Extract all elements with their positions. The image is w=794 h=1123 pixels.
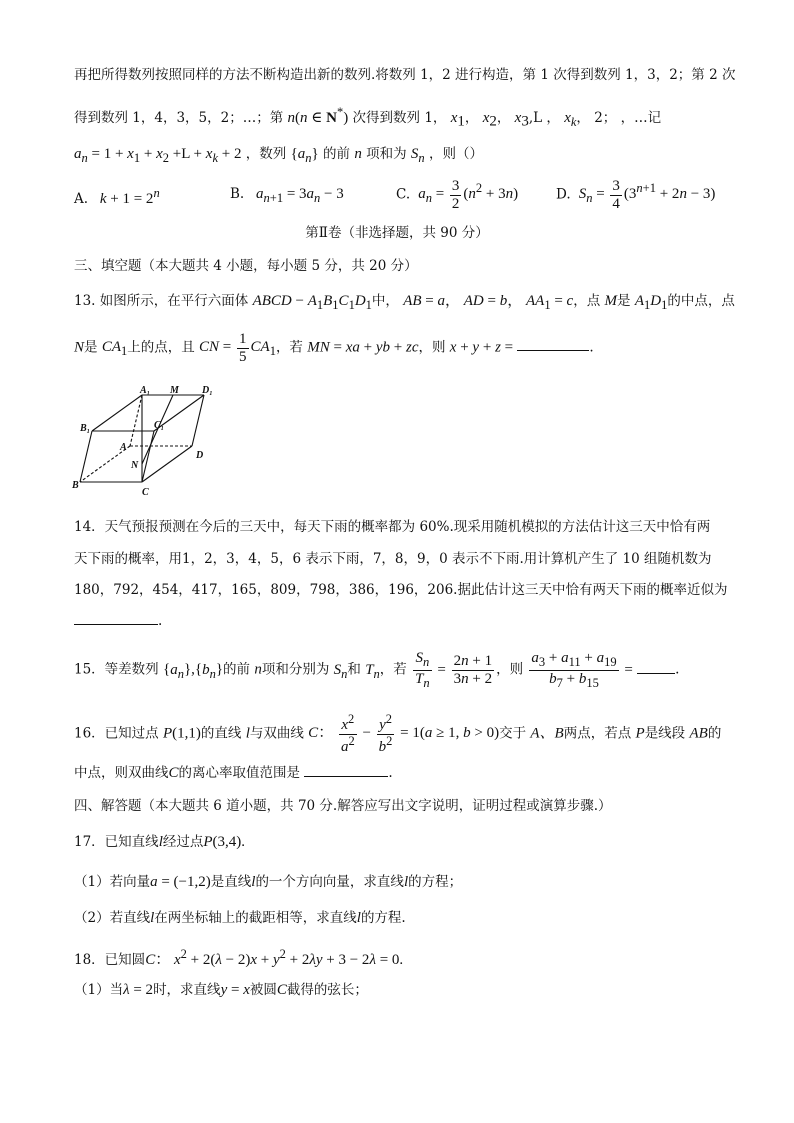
q14-line-3: 180，792，454，417，165，809，798，386，196，206.据此估计这三天中恰有两天下雨的概率近似为	[74, 582, 728, 598]
label-b: B	[72, 480, 79, 491]
q13-line-2	[74, 331, 720, 365]
q17-text-p2c: 的方程.	[360, 910, 406, 926]
q16-text-e: 两点，若点	[563, 725, 632, 742]
section-3-title: 三、填空题（本大题共 4 小题，每小题 5 分，共 20 分）	[74, 258, 418, 274]
q17-text-p1d: 的方程；	[408, 874, 463, 890]
q16-math-p2: P	[635, 725, 645, 742]
q13-math-n: N	[74, 339, 85, 356]
q16-text-d: 交于	[499, 725, 527, 742]
q17-math-l: l	[158, 834, 163, 850]
q13-math-m: M	[604, 293, 618, 309]
q18-text-p1a: （1）当	[74, 982, 124, 998]
q16-text-f: 是线段	[644, 725, 686, 742]
q12-option-a-math: $k + 1 = 2^n$	[99, 186, 160, 207]
q15-math-seqs: $\{a_n\},\{b_n\}$	[162, 661, 224, 681]
label-a1: A₁	[140, 385, 151, 396]
q12-math-sn: $S_n$	[410, 146, 425, 165]
q13-math-vectors: AB = a， AD = b， $AA_1 = c$	[403, 293, 574, 312]
q17-stem	[74, 831, 720, 853]
q16-math-ab: A、B	[530, 725, 564, 742]
q14-line-4: .	[74, 610, 720, 632]
q13-text-i: ，则	[418, 339, 446, 356]
q15-math-ratio: $\frac{S_n}{T_n}$ = $\frac{2n + 1}{3n + 2}$	[415, 650, 493, 690]
label-a: A	[120, 442, 127, 453]
q18-math-line: y = x	[220, 982, 250, 998]
q18-text-stem-a: 18．已知圆	[74, 952, 146, 968]
q13-text-a: 13. 如图所示，在平行六面体	[74, 293, 249, 309]
q13-line-1	[74, 290, 735, 316]
label-c: C	[142, 487, 149, 498]
q15-math-sn: $S_n$	[333, 661, 348, 681]
q12-option-a	[74, 186, 160, 208]
q18-part-1: （1）当λ = 2时，求直线y = x被圆C截得的弦长；	[74, 982, 368, 998]
q16-text-b: 的直线	[200, 725, 242, 742]
q13-text-e: 的中点，点	[667, 293, 735, 309]
q13-text-f: 是	[84, 339, 98, 356]
q13-math-sum: x + y + z =	[449, 339, 514, 356]
q12-text-2a: 得到数列 1，4，3，5，2；…；第	[74, 110, 284, 126]
q13-math-cn: CN = $\frac{1}{5}$ $CA_1$	[199, 331, 276, 365]
q15-text-b: 的前	[223, 661, 251, 678]
q15-math-target: $\frac{a_3 + a_{11} + a_{19}}{b_7 + b_{15}}$ =	[531, 650, 633, 690]
q14-line-2: 天下雨的概率，用1，2，3，4，5，6 表示下雨，7，8，9，0 表示不下雨.用计算机产生了 10 组随机数为	[74, 551, 712, 567]
q15-text-e: ，若	[379, 661, 407, 678]
q18-math-lambda: λ = 2	[123, 982, 154, 998]
q12-text-3e: ，则（）	[428, 146, 483, 162]
q16-text-g: 的	[707, 725, 722, 742]
q13-text-h: ，若	[275, 339, 303, 356]
q16-math-hyperbola: C： $\frac{x^2}{a^2}$ − $\frac{y^2}{b^2}$ = 1(a ≥ 1, b > 0)	[308, 712, 500, 755]
q13-text-b: 中，	[371, 293, 399, 309]
q13-math-ca1: $CA_1$	[101, 339, 128, 359]
q17-text-p1a: （1）若向量	[74, 874, 151, 890]
label-b1: B₁	[80, 423, 91, 434]
q17-text-stem-b: 经过点	[162, 834, 204, 850]
q16-text-c: 与双曲线	[249, 725, 304, 742]
label-d1: D₁	[202, 385, 213, 396]
q12-math-n: n	[287, 110, 296, 126]
q13-text-j: .	[589, 339, 594, 356]
q12-math-n2: n	[354, 146, 362, 162]
q17-part-1: （1）若向量a = (−1,2)是直线l的一个方向向量，求直线l的方程；	[74, 874, 463, 890]
q12-text-3c: 的前	[323, 146, 351, 162]
q18-text-p1c: 被圆	[249, 982, 277, 998]
q12-text-line-2: 得到数列 1，4，3，5，2；…；第 n(n ∈ N*) 次得到数列 1， $x_1$， $x_2$， $x_3,L$ ， $x_k$， 2； ，…记	[74, 105, 662, 130]
q12-option-c	[396, 178, 518, 212]
q17-text-p1c: 的一个方向向量，求直线	[255, 874, 404, 890]
q17-text-stem-a: 17．已知直线	[74, 834, 159, 850]
q13-text-g: 上的点，且	[127, 339, 195, 356]
q12-math-an: $a_n = 1 + x_1 + x_2 +L + x_k + 2$	[74, 146, 242, 165]
q13-text-d: 是	[617, 293, 631, 309]
q12-option-c-math: $a_n$ = $\frac{3}{2}$ $(n^2 + 3n)$	[418, 178, 519, 212]
q15-math-n: n	[254, 661, 262, 678]
label-c1: C₁	[154, 420, 165, 431]
q12-text-2b: 次得到数列 1，	[352, 110, 447, 126]
q17-text-p1b: 是直线	[210, 874, 252, 890]
q12-text-3d: 项和为	[366, 146, 407, 162]
q12-option-c-label: C.	[396, 186, 411, 203]
label-m: M	[170, 385, 179, 396]
section-4-title: 四、解答题（本大题共 6 道小题，共 70 分.解答应写出文字说明，证明过程或演算步骤.）	[74, 798, 612, 814]
q17-math-p: P(3,4).	[203, 834, 246, 850]
q13-math-mn: MN = xa + yb + zc	[307, 339, 419, 356]
q16-text-a: 16．已知过点	[74, 725, 159, 742]
q16-math-c: C	[168, 765, 179, 781]
q12-math-n-range: (n ∈ N*)	[295, 105, 349, 126]
q18-stem	[74, 943, 720, 971]
section-2-title: 第Ⅱ卷（非选择题，共 90 分）	[305, 225, 489, 241]
q12-text-3b: ，数列	[245, 146, 287, 162]
q15-text-f: ，则	[496, 661, 524, 678]
label-n: N	[131, 460, 139, 471]
q12-option-b	[230, 186, 344, 206]
q12-option-d-math: $S_n$ = $\frac{3}{4}$ $(3^{n+1} + 2n - 3)$	[578, 178, 716, 212]
q13-answer-blank[interactable]	[517, 336, 589, 351]
q12-text-2c: ，…记	[620, 110, 662, 126]
q12-text-line-3	[74, 143, 720, 169]
q16-answer-blank[interactable]	[304, 762, 388, 777]
q16-math-p: P(1,1)	[162, 725, 201, 742]
q16-line-1	[74, 713, 720, 755]
q15-text-a: 15．等差数列	[74, 661, 159, 678]
q15-math-tn: $T_n$	[365, 661, 380, 681]
q14-answer-blank[interactable]	[74, 610, 158, 625]
q15-line: 15．等差数列 $\{a_n\},\{b_n\}$的前 n项和分别为 $S_n$和 $T_n$，若 $\frac{S_n}{T_n}$ = $\frac{2n + 1}{3n + 2}$ ，则 $\frac{a_3 + a_{11} + a_{19}}{b_7 + b_{15}}$ = .	[74, 650, 680, 690]
q18-text-p1b: 时，求直线	[153, 982, 221, 998]
q18-math-circle: C： $x^2 + 2(\lambda - 2)x + y^2 + 2\lambda y + 3 - 2\lambda = 0$.	[145, 947, 404, 968]
q17-math-vector: a = (−1,2)	[150, 874, 211, 890]
q17-part-2: （2）若直线l在两坐标轴上的截距相等，求直线l的方程.	[74, 910, 406, 926]
q15-answer-blank[interactable]	[637, 659, 675, 674]
q12-math-sequence: x	[450, 110, 458, 126]
q12-option-d-label: D.	[556, 186, 571, 203]
q12-option-d	[556, 178, 715, 212]
q17-text-p2b: 在两坐标轴上的截距相等，求直线	[154, 910, 357, 926]
q18-text-p1d: 截得的弦长；	[286, 982, 368, 998]
label-d: D	[196, 450, 204, 461]
q12-text-line-1: 再把所得数列按照同样的方法不断构造出新的数列.将数列 1，2 进行构造，第 1 次得到数列 1，3，2；第 2 次	[74, 67, 736, 83]
q13-text-c: ，点	[573, 293, 601, 309]
q16-math-l: l	[245, 725, 250, 742]
q13-math-solid: ABCD − $A_1B_1C_1D_1$	[252, 293, 372, 312]
q12-option-b-math: $a_{n+1} = 3a_n - 3$	[256, 186, 344, 205]
q13-math-a1d1: $A_1D_1$	[634, 293, 668, 312]
q17-text-p2a: （2）若直线	[74, 910, 151, 926]
q16-math-ab2: AB	[689, 725, 708, 742]
q16-text-l2a: 中点，则双曲线	[74, 765, 169, 781]
q15-text-c: 项和分别为	[261, 661, 330, 678]
q12-option-b-label: B.	[230, 186, 245, 202]
q14-line-1: 14．天气预报预测在今后的三天中，每天下雨的概率都为 60%.现采用随机模拟的方法估计这三天中恰有两	[74, 519, 711, 535]
q16-line-2: 中点，则双曲线C的离心率取值范围是 .	[74, 762, 720, 784]
q12-math-seq-an: $\{a_n\}$	[290, 146, 319, 165]
q12-option-a-label: A.	[74, 191, 89, 207]
parallelepiped-figure	[62, 384, 222, 500]
q15-text-d: 和	[347, 661, 361, 678]
q16-text-l2b: 的离心率取值范围是	[178, 765, 301, 781]
